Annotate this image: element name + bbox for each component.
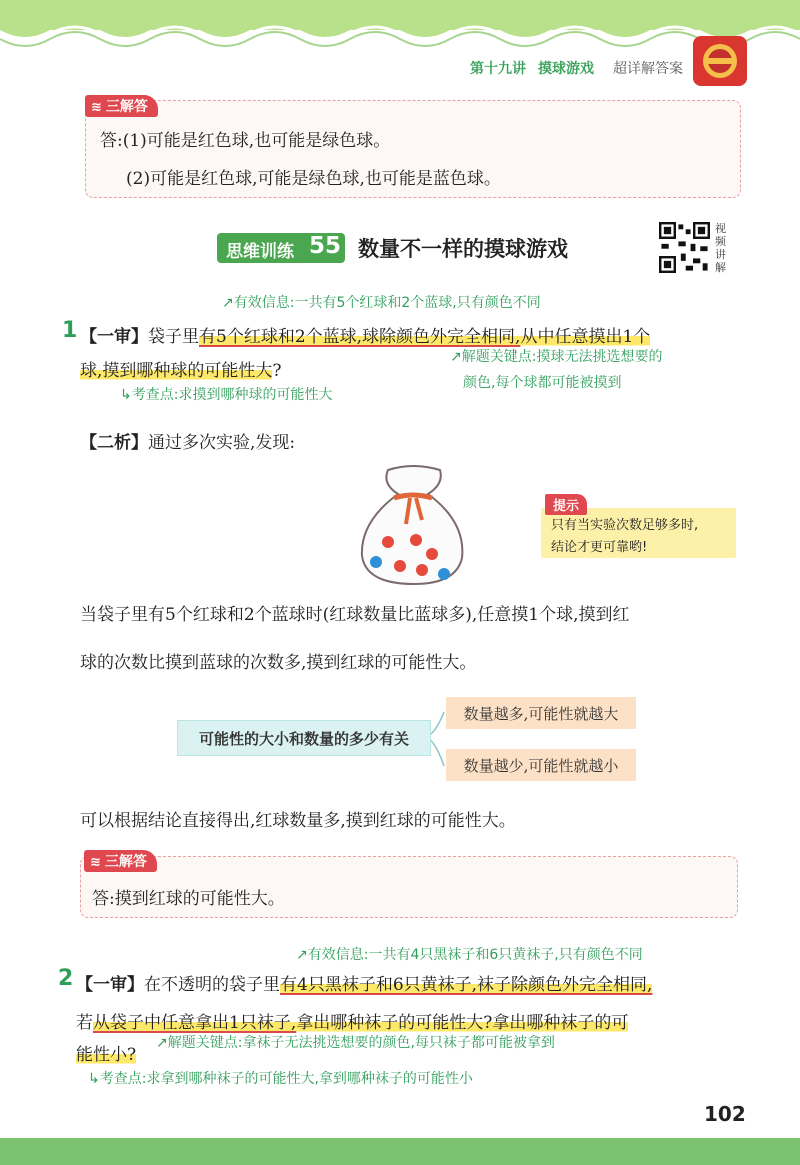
p2-text1c: 袜子除颜色外完全相同, xyxy=(477,975,653,995)
p2-line3 xyxy=(76,1040,136,1065)
p1-exam-note: ↳考查点:求摸到哪种球的可能性大 xyxy=(120,387,333,403)
mind-map-leaf-less: 数量越少,可能性就越小 xyxy=(446,749,636,781)
p2-text3: 能性小? xyxy=(76,1045,137,1065)
p2-line1 xyxy=(76,970,652,995)
header-lecture: 第十九讲 xyxy=(470,61,526,77)
p1-key-note-1: ↗解题关键点:摸球无法挑选想要的 xyxy=(450,349,663,365)
p2-number: 2 xyxy=(58,966,74,991)
p2-line2 xyxy=(76,1008,628,1033)
p1-bracket-2: 【二析】 xyxy=(80,433,148,453)
p1-text2a: 球,摸到哪种球的可能性大 xyxy=(80,361,273,381)
p2-text2a: 若 xyxy=(76,1013,93,1033)
answer1-line1: 答:(1)可能是红色球,也可能是绿色球。 xyxy=(100,131,391,151)
bottom-band xyxy=(0,1138,800,1165)
p1-para-2: 球的次数比摸到蓝球的次数多,摸到红球的可能性大。 xyxy=(80,653,477,673)
answer1-line2: (2)可能是红色球,可能是绿色球,也可能是蓝色球。 xyxy=(126,169,501,189)
header-book-title: 超详解答案 xyxy=(613,61,683,77)
p2-text1a: 在不透明的袋子里 xyxy=(144,975,280,995)
tip-tag: 提示 xyxy=(545,494,587,515)
p2-exam-note: ↳考查点:求拿到哪种袜子的可能性大,拿到哪种袜子的可能性小 xyxy=(88,1071,473,1087)
section-tag-number: 55 xyxy=(309,233,342,259)
answer-tag-1 xyxy=(85,95,158,117)
p1-key-note-2: 颜色,每个球都可能被摸到 xyxy=(463,375,622,391)
page-number: 102 xyxy=(704,1102,746,1126)
p1-text2b: ? xyxy=(272,361,282,381)
p2-text1b: 有4只黑袜子和6只黄袜子, xyxy=(280,975,478,995)
section-tag-label: 思维训练 xyxy=(226,242,294,262)
answer-tag-label: 三解答 xyxy=(104,854,147,870)
p1-line2 xyxy=(80,356,282,381)
p1-info-note: ↗有效信息:一共有5个红球和2个蓝球,只有颜色不同 xyxy=(222,295,541,311)
p2-key-note: ↗解题关键点:拿袜子无法挑选想要的颜色,每只袜子都可能被拿到 xyxy=(156,1035,555,1051)
p1-text1a: 袋子里 xyxy=(148,327,199,347)
mind-map-leaf-more: 数量越多,可能性就越大 xyxy=(446,697,636,729)
header-topic: 摸球游戏 xyxy=(538,61,594,77)
ball-bag-illustration xyxy=(358,462,468,587)
p1-para-1: 当袋子里有5个红球和2个蓝球时(红球数量比蓝球多),任意摸1个球,摸到红 xyxy=(80,605,630,625)
section-tag xyxy=(217,233,345,263)
p1-analysis-line xyxy=(80,428,295,453)
top-wave-band xyxy=(0,0,800,60)
p1-number: 1 xyxy=(62,318,78,343)
tip-line-2: 结论才更可靠哟! xyxy=(551,540,648,555)
qr-label: 视频讲解 xyxy=(715,222,726,274)
p1-analysis-intro: 通过多次实验,发现: xyxy=(148,433,296,453)
answer2-line1: 答:摸到红球的可能性大。 xyxy=(92,889,285,909)
section-title: 数量不一样的摸球游戏 xyxy=(358,237,568,261)
p1-conclusion: 可以根据结论直接得出,红球数量多,摸到红球的可能性大。 xyxy=(80,811,516,831)
p2-bracket-1: 【一审】 xyxy=(76,975,144,995)
tip-line-1: 只有当实验次数足够多时, xyxy=(551,518,699,533)
p2-info-note: ↗有效信息:一共有4只黑袜子和6只黄袜子,只有颜色不同 xyxy=(296,947,643,963)
answer-tag-2 xyxy=(84,850,157,872)
p2-text2b: 从袋子中任意拿出1只袜子, xyxy=(93,1013,297,1033)
logo-badge-icon xyxy=(693,36,747,86)
p1-bracket-1: 【一审】 xyxy=(80,327,148,347)
answer-tag-label: 三解答 xyxy=(105,99,148,115)
mind-map-center: 可能性的大小和数量的多少有关 xyxy=(177,720,431,756)
p1-text1b: 有5个红球和2个蓝球,球除颜色外完全相同, xyxy=(199,327,521,347)
wave-icon: ≋ xyxy=(90,855,101,870)
p1-text1c: 从中任意摸出1个 xyxy=(520,327,651,347)
wave-icon: ≋ xyxy=(91,100,102,115)
qr-code-icon[interactable] xyxy=(659,222,710,273)
p2-text2c: 拿出哪种袜子的可能性大?拿出哪种袜子的可 xyxy=(296,1013,629,1033)
p1-line1 xyxy=(80,322,650,347)
